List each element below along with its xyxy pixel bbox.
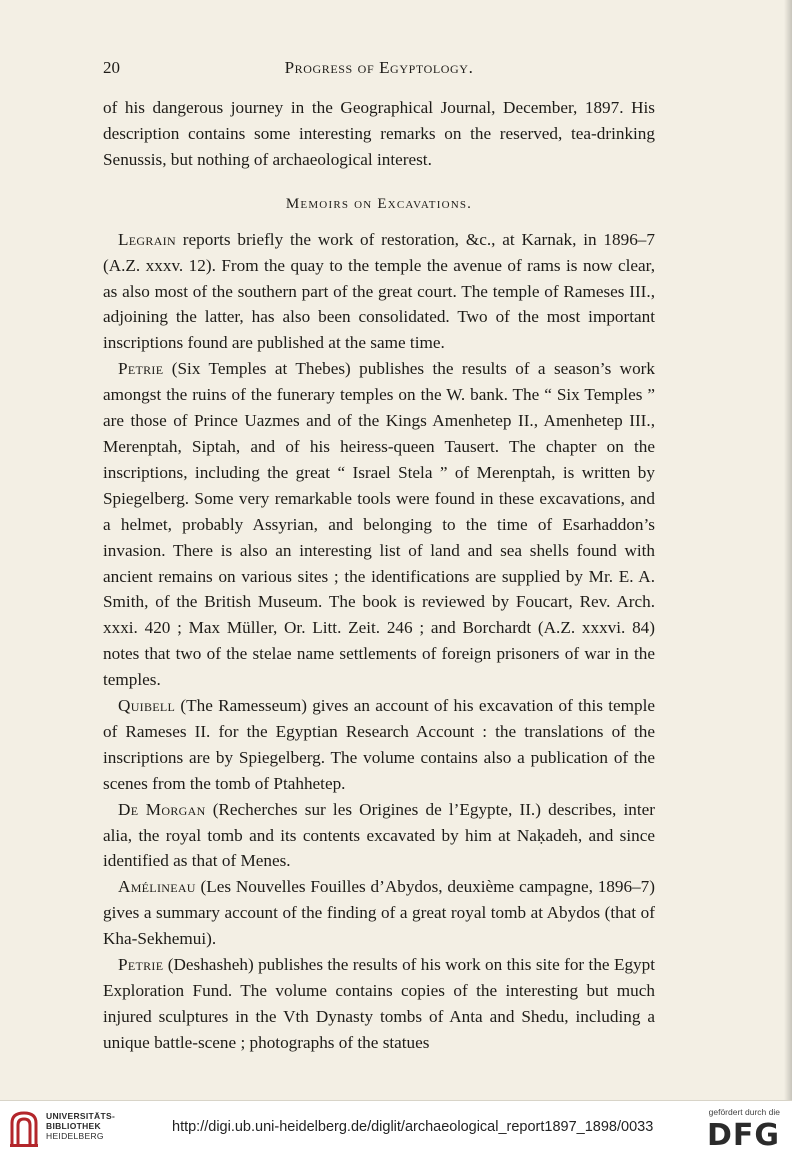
dfg-logo-icon[interactable]: DFG: [706, 1118, 780, 1153]
author-name: Legrain: [118, 229, 176, 249]
paragraph-text: (The Ramesseum) gives an account of his excavation of this temple of Rameses II. for the Egyptian Research Account : the translations of the inscriptions are by Spiegelberg. The volume contains also a publication of the scenes from the tomb of Ptahhetep.: [103, 696, 655, 793]
paragraph-text: (Recherches sur les Origines de l’Egypte, II.) describes, inter alia, the royal tomb and its contents excavated by him at Naḳadeh, and since identified as that of Menes.: [103, 799, 655, 871]
paragraph-text: (Deshasheh) publishes the results of his work on this site for the Egypt Exploration Fund. The volume contains copies of the interesting but much injured sculptures in the Vth Dynasty tombs of Anta and Shedu, including a unique battle-scene ; photographs of the statues: [103, 955, 655, 1052]
section-heading: Memoirs on Excavations.: [285, 195, 473, 212]
ub-heidelberg-logo-icon[interactable]: [8, 1109, 40, 1149]
body-text: [103, 95, 655, 1056]
library-line-1: UNIVERSITÄTS-: [46, 1111, 116, 1121]
author-name: Amélineau: [118, 877, 196, 897]
viewer-footer: [0, 1100, 792, 1157]
paragraph-petrie-thebes: [103, 356, 655, 693]
paragraph-petrie-deshasheh: [103, 952, 655, 1056]
paragraph-amelineau: [103, 874, 655, 952]
paragraph-continuation: of his dangerous journey in the Geographical Journal, December, 1897. His description contains some interesting remarks on the reserved, tea-drinking Senussis, but nothing of archaeological interest.: [103, 98, 655, 169]
funded-by-label: gefördert durch die: [708, 1107, 780, 1117]
permalink-url[interactable]: http://digi.ub.uni-heidelberg.de/diglit/archaeological_report1897_1898/0033: [172, 1119, 654, 1135]
paragraph-text: (Six Temples at Thebes) publishes the results of a season’s work amongst the ruins of the funerary temples on the W. bank. The “ Six Temples ” are those of Prince Uazmes and of the Kings Amenhetep II., Amenhetep III., Merenptah, Siptah, and of his heiress-queen Tausert. The chapter on the inscriptions, including the great “ Israel Stela ” of Merenptah, is written by Spiegelberg. Some very remarkable tools were found in these excavations, and a helmet, probably Assyrian, and belonging to the time of Esarhaddon’s invasion. There is also an interesting list of land and sea shells found with ancient remains on various sites ; the identifications are supplied by Mr. E. A. Smith, of the British Museum. The book is reviewed by Foucart, Rev. Arch. xxxi. 420 ; Max Müller, Or. Litt. Zeit. 246 ; and Borchardt (A.Z. xxxvi. 84) notes that two of the stelae name settlements of foreign prisoners of war in the temples.: [103, 359, 655, 690]
author-name: Quibell: [118, 696, 176, 716]
library-name[interactable]: [46, 1111, 156, 1141]
paragraph-text: (Les Nouvelles Fouilles d’Abydos, deuxième campagne, 1896–7) gives a summary account of the finding of a great royal tomb at Abydos (that of Kha-Sekhemui).: [103, 877, 655, 949]
page-edge-shadow: [784, 0, 792, 1100]
paragraph-quibell: [103, 693, 655, 797]
library-line-3: HEIDELBERG: [46, 1131, 104, 1141]
library-line-2: BIBLIOTHEK: [46, 1121, 101, 1131]
running-head: [103, 58, 655, 82]
page-number: 20: [103, 58, 120, 77]
running-title: Progress of Egyptology.: [284, 58, 474, 77]
paragraph-legrain: [103, 227, 655, 357]
author-name: Petrie: [118, 359, 164, 379]
author-name: Petrie: [118, 955, 164, 975]
paragraph-text: reports briefly the work of restoration, &c., at Karnak, in 1896–7 (A.Z. xxxv. 12). From the quay to the temple the avenue of rams is now clear, as also most of the southern part of the great court. The temple of Rameses III., adjoining the latter, has also been consolidated. Two of the most important inscriptions found are published at the same time.: [103, 229, 655, 353]
author-name: De Morgan: [118, 799, 206, 819]
paragraph-de-morgan: [103, 797, 655, 875]
